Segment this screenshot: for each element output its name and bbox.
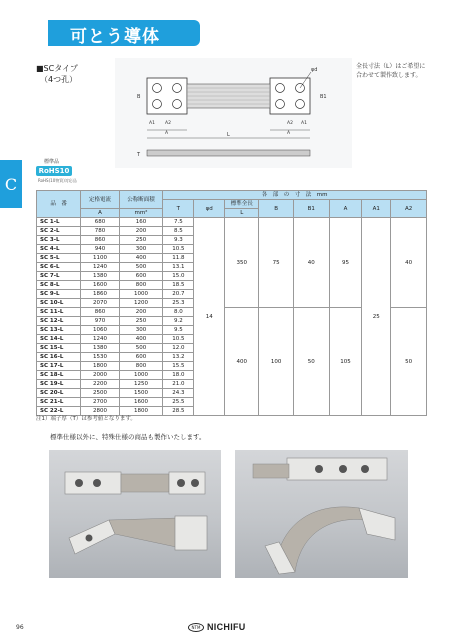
th-area-unit: mm² xyxy=(119,209,163,218)
th-current-unit: A xyxy=(81,209,119,218)
a1-value: 25 xyxy=(362,218,391,416)
group1-l-value: 350 xyxy=(225,218,259,308)
group2-a2-value: 50 xyxy=(391,308,427,416)
special-order-note: 標準仕様以外に、特殊仕様の商品も製作いたします。 xyxy=(50,433,206,441)
thickness-t: 18.5 xyxy=(163,281,194,290)
product-type-line2: （4つ孔） xyxy=(40,75,78,84)
side-view xyxy=(147,150,310,156)
a2-label-right: A2 xyxy=(287,121,293,126)
group1-a-value: 95 xyxy=(329,218,362,308)
th-std-length: 標準全長 xyxy=(225,200,259,209)
rated-current: 2000 xyxy=(81,371,119,380)
product-photo-right-art xyxy=(235,450,408,578)
thickness-t: 13.2 xyxy=(163,353,194,362)
product-code: SC 18-L xyxy=(37,371,81,380)
product-photo-left xyxy=(49,450,221,578)
rohs-badge: RoHS10 xyxy=(36,166,72,176)
rated-current: 1860 xyxy=(81,290,119,299)
brand-mark-icon: NTM xyxy=(188,623,204,632)
product-code: SC 5-L xyxy=(37,254,81,263)
a-label-right: A xyxy=(287,131,291,136)
rated-current: 940 xyxy=(81,245,119,254)
thickness-t: 8.5 xyxy=(163,227,194,236)
cross-section-area: 1000 xyxy=(119,371,163,380)
standard-product-label: 標準品 xyxy=(44,159,60,165)
spec-table-body xyxy=(37,218,427,416)
cross-section-area: 1800 xyxy=(119,407,163,416)
a-label-left: A xyxy=(165,131,169,136)
cross-section-area: 1600 xyxy=(119,398,163,407)
cross-section-area: 400 xyxy=(119,335,163,344)
terminal-left xyxy=(147,78,187,114)
product-code: SC 7-L xyxy=(37,272,81,281)
th-current: 定格電流 xyxy=(81,191,119,209)
thickness-t: 25.5 xyxy=(163,398,194,407)
th-a1: A1 xyxy=(362,200,391,218)
brand-logo xyxy=(188,622,246,632)
length-note-line1: 全長寸法（L）はご希望に xyxy=(356,63,426,70)
product-code: SC 14-L xyxy=(37,335,81,344)
product-code: SC 22-L xyxy=(37,407,81,416)
rated-current: 780 xyxy=(81,227,119,236)
rated-current: 2800 xyxy=(81,407,119,416)
cross-section-area: 500 xyxy=(119,344,163,353)
thickness-t: 10.5 xyxy=(163,245,194,254)
product-code: SC 21-L xyxy=(37,398,81,407)
product-code: SC 11-L xyxy=(37,308,81,317)
rated-current: 1380 xyxy=(81,344,119,353)
cross-section-area: 400 xyxy=(119,254,163,263)
product-code: SC 2-L xyxy=(37,227,81,236)
rohs-sub-label: RoHS(10物質)対応品 xyxy=(38,178,77,183)
page-number: 96 xyxy=(16,624,24,631)
rated-current: 2700 xyxy=(81,398,119,407)
cross-section-area: 800 xyxy=(119,362,163,371)
a1-label-right: A1 xyxy=(301,121,307,126)
thickness-t: 13.1 xyxy=(163,263,194,272)
product-code: SC 19-L xyxy=(37,380,81,389)
rated-current: 1600 xyxy=(81,281,119,290)
th-dims: 各 部 の 寸 法 mm xyxy=(163,191,427,200)
rated-current: 1240 xyxy=(81,263,119,272)
group1-a2-value: 40 xyxy=(391,218,427,308)
thickness-t: 9.2 xyxy=(163,317,194,326)
thickness-t: 15.0 xyxy=(163,272,194,281)
cross-section-area: 1000 xyxy=(119,290,163,299)
cross-section-area: 800 xyxy=(119,281,163,290)
product-code: SC 9-L xyxy=(37,290,81,299)
thickness-t: 24.3 xyxy=(163,389,194,398)
product-code: SC 17-L xyxy=(37,362,81,371)
dimension-diagram xyxy=(115,58,352,168)
product-code: SC 3-L xyxy=(37,236,81,245)
cross-section-area: 600 xyxy=(119,272,163,281)
length-note-line2: 合わせて製作致します。 xyxy=(356,72,422,79)
group2-a-value: 105 xyxy=(329,308,362,416)
th-b: B xyxy=(259,200,293,218)
product-code: SC 15-L xyxy=(37,344,81,353)
thickness-t: 8.0 xyxy=(163,308,194,317)
rated-current: 2200 xyxy=(81,380,119,389)
group1-b-value: 75 xyxy=(259,218,293,308)
cross-section-area: 1500 xyxy=(119,389,163,398)
cross-section-area: 600 xyxy=(119,353,163,362)
phid-value: 14 xyxy=(194,218,225,416)
th-area: 公称断面積 xyxy=(119,191,163,209)
product-code: SC 4-L xyxy=(37,245,81,254)
rated-current: 1100 xyxy=(81,254,119,263)
thickness-t: 12.0 xyxy=(163,344,194,353)
cross-section-area: 200 xyxy=(119,308,163,317)
rated-current: 1530 xyxy=(81,353,119,362)
group1-b1-value: 40 xyxy=(293,218,329,308)
th-phid: φd xyxy=(194,200,225,218)
b-label-left: B xyxy=(137,94,141,100)
product-code: SC 20-L xyxy=(37,389,81,398)
table-row xyxy=(37,218,427,227)
thickness-t: 11.8 xyxy=(163,254,194,263)
footnote: 注1）端子厚（T）は参考値となります。 xyxy=(36,416,136,422)
cross-section-area: 300 xyxy=(119,326,163,335)
product-code: SC 1-L xyxy=(37,218,81,227)
rated-current: 1800 xyxy=(81,362,119,371)
brand-name: NICHIFU xyxy=(207,622,246,632)
phid-label: φd xyxy=(311,67,318,73)
thickness-t: 15.5 xyxy=(163,362,194,371)
rated-current: 1060 xyxy=(81,326,119,335)
rated-current: 1240 xyxy=(81,335,119,344)
thickness-t: 18.0 xyxy=(163,371,194,380)
thickness-t: 25.3 xyxy=(163,299,194,308)
group2-l-value: 400 xyxy=(225,308,259,416)
product-code: SC 8-L xyxy=(37,281,81,290)
product-photo-right xyxy=(235,450,408,578)
product-code: SC 10-L xyxy=(37,299,81,308)
cross-section-area: 250 xyxy=(119,236,163,245)
product-code: SC 13-L xyxy=(37,326,81,335)
cross-section-area: 1250 xyxy=(119,380,163,389)
product-photo-left-art xyxy=(49,450,221,578)
th-t: T xyxy=(163,200,194,218)
cross-section-area: 300 xyxy=(119,245,163,254)
rated-current: 860 xyxy=(81,236,119,245)
group2-b-value: 100 xyxy=(259,308,293,416)
thickness-t: 10.5 xyxy=(163,335,194,344)
th-std-length-unit: L xyxy=(225,209,259,218)
thickness-t: 7.5 xyxy=(163,218,194,227)
thickness-t: 9.3 xyxy=(163,236,194,245)
th-a: A xyxy=(329,200,362,218)
thickness-t: 9.5 xyxy=(163,326,194,335)
product-type-label xyxy=(36,63,78,85)
t-label: T xyxy=(137,152,141,158)
rated-current: 860 xyxy=(81,308,119,317)
cross-section-area: 200 xyxy=(119,227,163,236)
rated-current: 680 xyxy=(81,218,119,227)
cross-section-area: 160 xyxy=(119,218,163,227)
product-code: SC 12-L xyxy=(37,317,81,326)
rated-current: 970 xyxy=(81,317,119,326)
a1-label-left: A1 xyxy=(149,121,155,126)
b1-label-right: B1 xyxy=(320,94,327,100)
group2-b1-value: 50 xyxy=(293,308,329,416)
rated-current: 2500 xyxy=(81,389,119,398)
th-a2: A2 xyxy=(391,200,427,218)
section-tab: C xyxy=(0,160,22,208)
cross-section-area: 250 xyxy=(119,317,163,326)
cross-section-area: 1200 xyxy=(119,299,163,308)
a2-label-left: A2 xyxy=(165,121,171,126)
spec-table xyxy=(36,190,427,416)
product-code: SC 16-L xyxy=(37,353,81,362)
th-b1: B1 xyxy=(293,200,329,218)
thickness-t: 20.7 xyxy=(163,290,194,299)
rated-current: 2070 xyxy=(81,299,119,308)
l-label: L xyxy=(227,132,230,138)
terminal-right xyxy=(270,78,310,114)
rated-current: 1380 xyxy=(81,272,119,281)
thickness-t: 28.5 xyxy=(163,407,194,416)
length-note xyxy=(356,62,436,80)
product-code: SC 6-L xyxy=(37,263,81,272)
product-type-line1: ■SCタイプ xyxy=(36,64,78,73)
thickness-t: 21.0 xyxy=(163,380,194,389)
th-product: 品 番 xyxy=(37,191,81,218)
cross-section-area: 500 xyxy=(119,263,163,272)
page-title: 可とう導体 xyxy=(70,27,160,47)
